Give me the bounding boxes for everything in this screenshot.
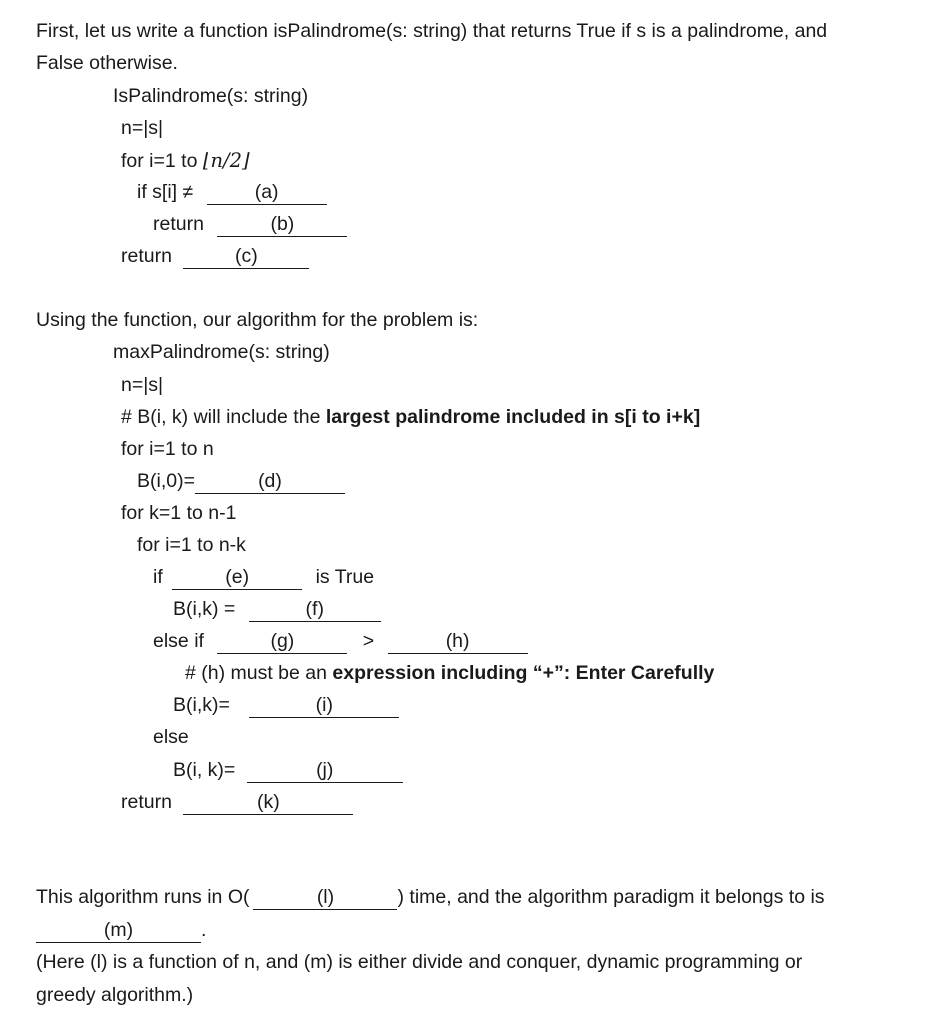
is-palindrome-if — [137, 183, 327, 205]
is-palindrome-return-inner — [153, 215, 347, 237]
max-palindrome-comment — [121, 408, 700, 428]
blank-e[interactable]: (e) — [172, 568, 302, 590]
runtime-line-2 — [36, 921, 206, 943]
blank-g[interactable]: (g) — [217, 632, 347, 654]
blank-c[interactable]: (c) — [183, 247, 309, 269]
greater-than: > — [362, 630, 375, 652]
blank-m[interactable]: (m) — [36, 921, 201, 943]
max-palindrome-n-assign: n=|s| — [121, 374, 164, 396]
bik-1-text: B(i,k) = — [173, 598, 236, 620]
runtime-end: . — [201, 919, 207, 941]
is-palindrome-return-outer — [121, 247, 309, 269]
runtime-line-1 — [36, 888, 825, 910]
comment2-prefix: # (h) must be an — [185, 662, 333, 684]
is-true-text: is True — [315, 566, 375, 588]
comment2-bold: expression including “+”: Enter Carefully — [332, 662, 715, 684]
max-palindrome-comment-2 — [185, 664, 714, 684]
max-palindrome-bik-3 — [173, 761, 403, 783]
if-text: if — [153, 566, 163, 588]
max-palindrome-bik-1 — [173, 600, 381, 622]
blank-k[interactable]: (k) — [183, 793, 353, 815]
else-if-text: else if — [153, 630, 204, 652]
blank-l[interactable]: (l) — [253, 888, 397, 910]
if-text: if s[i] ≠ — [137, 181, 194, 203]
blank-h[interactable]: (h) — [388, 632, 528, 654]
runtime-note-1: (Here (l) is a function of n, and (m) is either divide and conquer, dynamic programming or — [36, 951, 803, 973]
is-palindrome-header: IsPalindrome(s: string) — [113, 85, 309, 107]
runtime-prefix: This algorithm runs in O( — [36, 886, 250, 908]
bik-3-text: B(i, k)= — [173, 759, 236, 781]
max-palindrome-loop-i: for i=1 to n-k — [137, 534, 246, 556]
max-palindrome-bik-2 — [173, 696, 399, 718]
return-text: return — [121, 791, 172, 813]
max-palindrome-loop-1: for i=1 to n — [121, 438, 214, 460]
runtime-suffix: ) time, and the algorithm paradigm it belongs to is — [397, 886, 825, 908]
b-init-text: B(i,0)= — [137, 470, 195, 492]
return2-text: return — [121, 245, 172, 267]
max-palindrome-header: maxPalindrome(s: string) — [113, 341, 330, 363]
bik-2-text: B(i,k)= — [173, 694, 230, 716]
max-palindrome-b-init — [137, 472, 345, 494]
intro-line-2: False otherwise. — [36, 52, 178, 74]
loop-bound: ⌊n/2⌋ — [202, 149, 250, 172]
max-palindrome-else: else — [153, 726, 189, 748]
blank-f[interactable]: (f) — [249, 600, 381, 622]
runtime-note-2: greedy algorithm.) — [36, 984, 194, 1006]
is-palindrome-n-assign: n=|s| — [121, 117, 164, 139]
is-palindrome-loop — [121, 151, 250, 172]
intro-line-1: First, let us write a function isPalindrome(s: string) that returns True if s is a palindrome, and — [36, 20, 828, 42]
blank-a[interactable]: (a) — [207, 183, 327, 205]
comment-bold: largest palindrome included in s[i to i+k] — [325, 406, 701, 428]
max-palindrome-loop-k: for k=1 to n-1 — [121, 502, 237, 524]
blank-d[interactable]: (d) — [195, 472, 345, 494]
using-text: Using the function, our algorithm for the problem is: — [36, 309, 479, 331]
blank-i[interactable]: (i) — [249, 696, 399, 718]
max-palindrome-return — [121, 793, 353, 815]
blank-j[interactable]: (j) — [247, 761, 403, 783]
comment-prefix: # B(i, k) will include the — [121, 406, 326, 428]
loop-prefix: for i=1 to — [121, 150, 203, 172]
return-text: return — [153, 213, 204, 235]
max-palindrome-if — [153, 568, 374, 590]
max-palindrome-else-if — [153, 632, 528, 654]
blank-b[interactable]: (b) — [217, 215, 347, 237]
